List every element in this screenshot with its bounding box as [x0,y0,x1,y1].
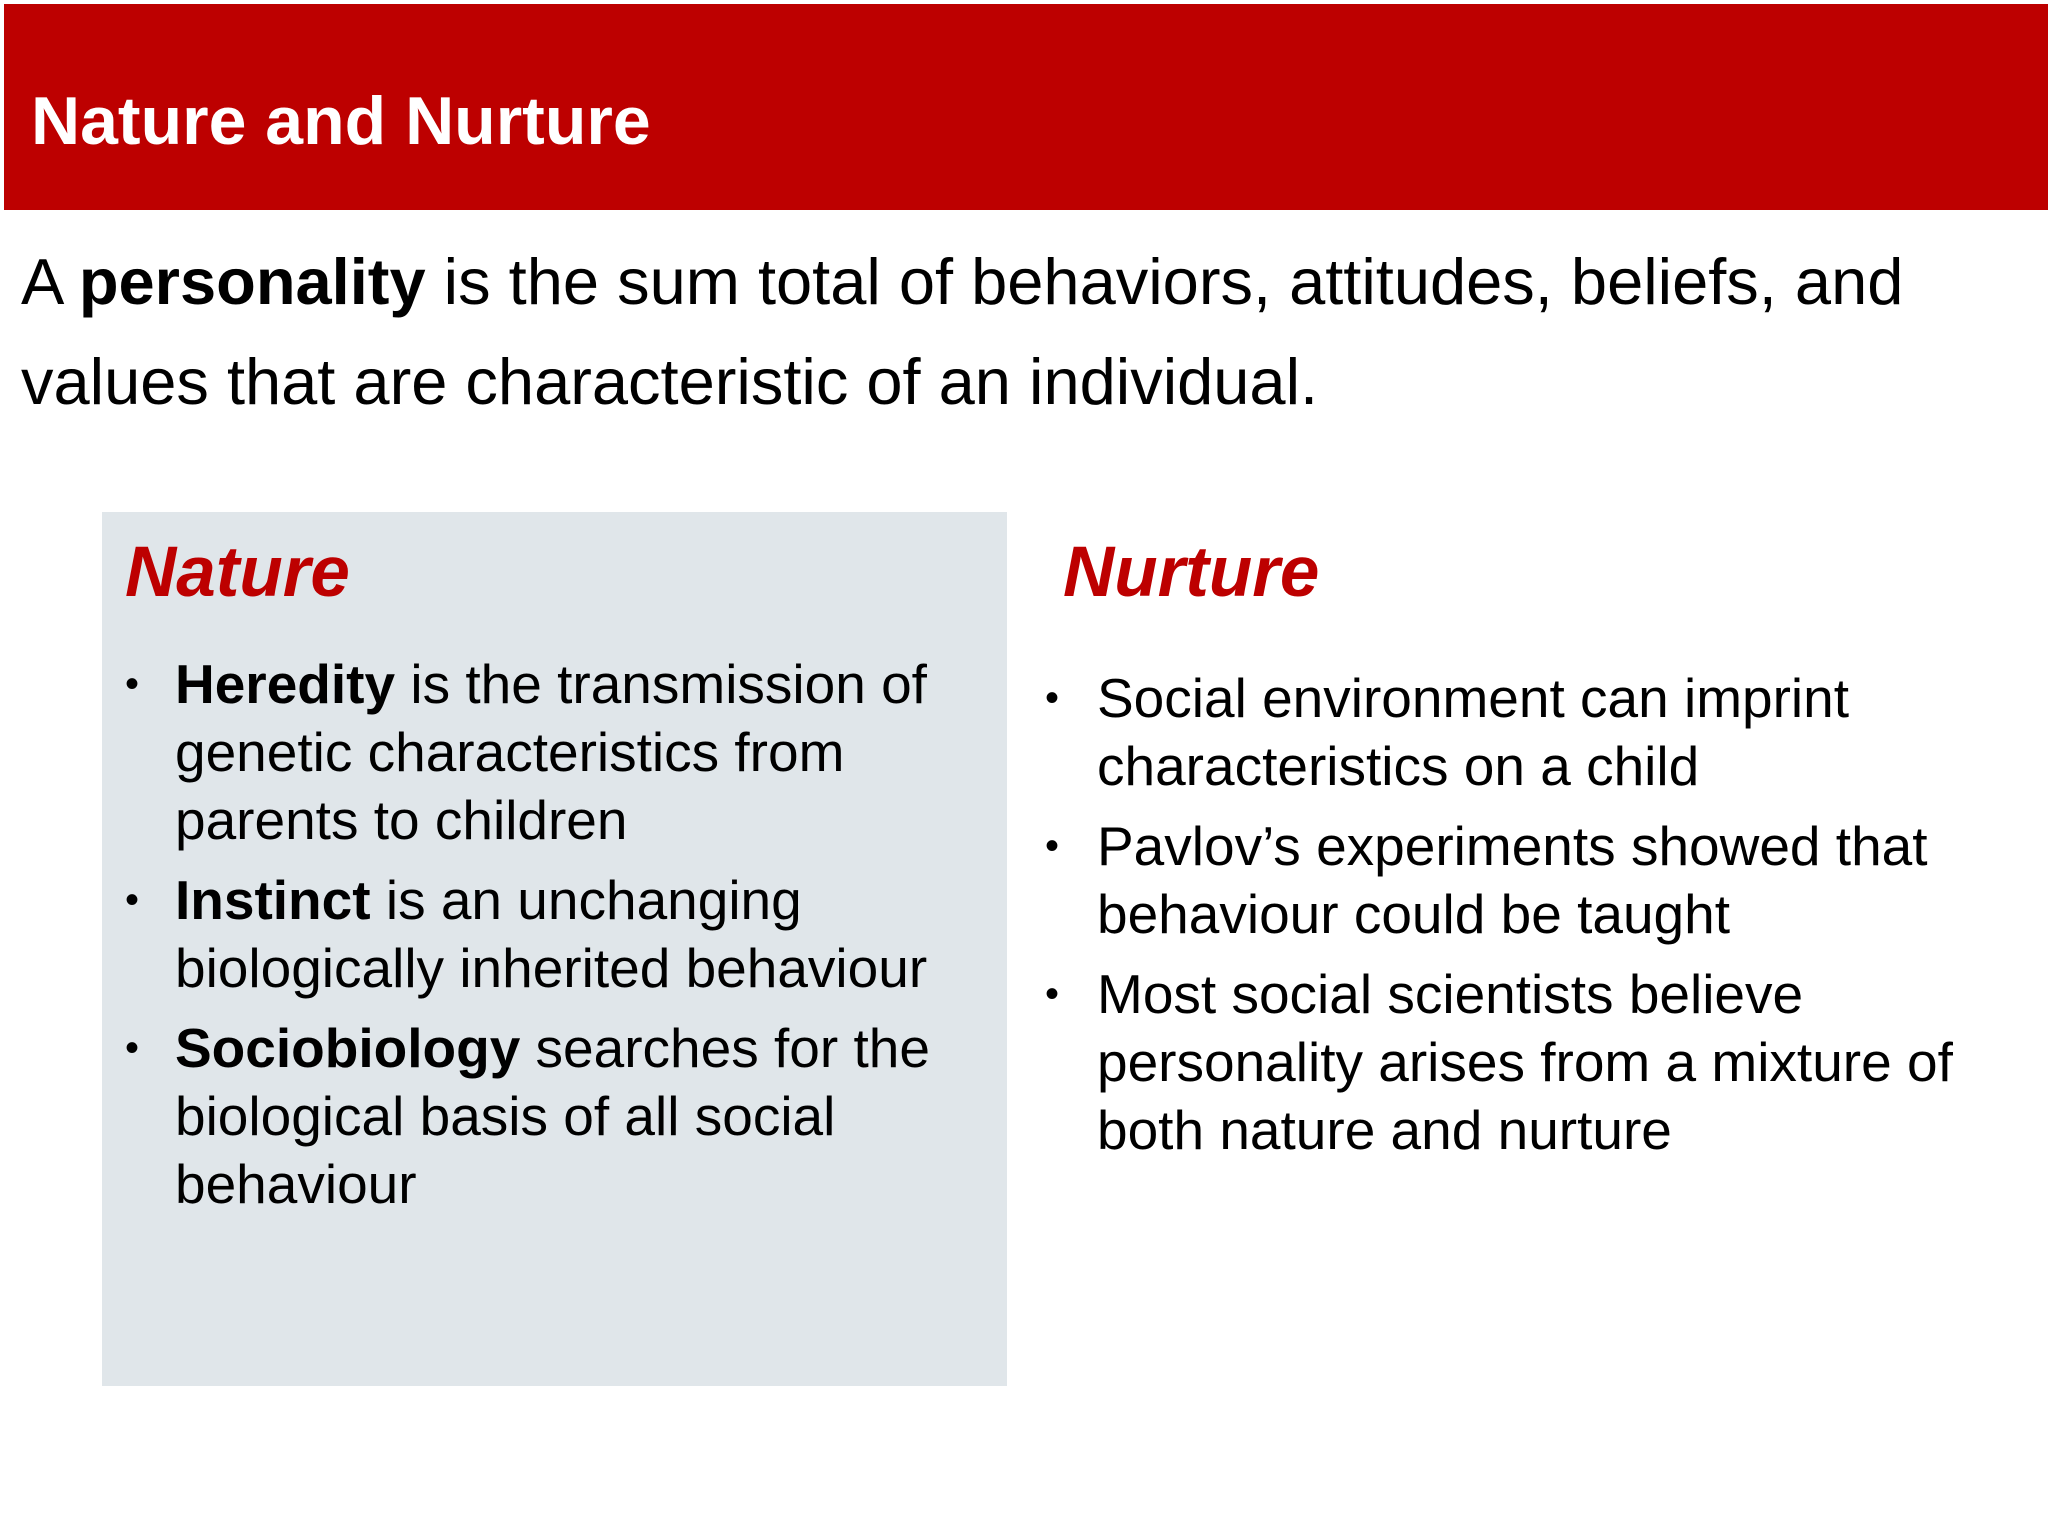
bullet-icon: • [1045,972,1060,1016]
nurture-bullet-list [1045,664,2005,1176]
bullet-text: Most social scientists believe personality arises from a mixture of both nature and nurture [1097,963,1953,1161]
nature-bullet-list [125,650,1005,1230]
intro-paragraph [21,232,2031,432]
slide-title: Nature and Nurture [31,83,651,159]
nurture-bullet-pavlov [1045,812,2005,948]
bullet-text: Pavlov’s experiments showed that behaviour could be taught [1097,815,1928,945]
bullet-text: is an unchanging biologically inherited behaviour [175,869,928,999]
nature-bullet-heredity [125,650,1005,854]
intro-rest: is the sum total of behaviors, attitudes, beliefs, and values that are characteristic of an individual. [21,245,1904,418]
intro-prefix: A [21,245,79,318]
nature-bullet-instinct [125,866,1005,1002]
nature-bullet-sociobiology [125,1014,1005,1218]
bullet-text: Social environment can imprint characteristics on a child [1097,667,1850,797]
intro-term: personality [78,245,426,318]
bullet-term: Instinct [175,869,371,931]
title-bar [4,4,2048,210]
bullet-term: Heredity [175,653,396,715]
nurture-bullet-social-environment [1045,664,2005,800]
bullet-icon: • [1045,676,1060,720]
bullet-text: is the transmission of genetic characteristics from parents to children [175,653,927,851]
bullet-text: searches for the biological basis of all social behaviour [175,1017,930,1215]
bullet-icon: • [125,878,140,922]
nurture-heading: Nurture [1063,533,1320,612]
nature-heading: Nature [125,533,350,612]
bullet-term: Sociobiology [175,1017,521,1079]
nurture-bullet-mixture [1045,960,2005,1164]
bullet-icon: • [125,662,140,706]
bullet-icon: • [125,1026,140,1070]
bullet-icon: • [1045,824,1060,868]
